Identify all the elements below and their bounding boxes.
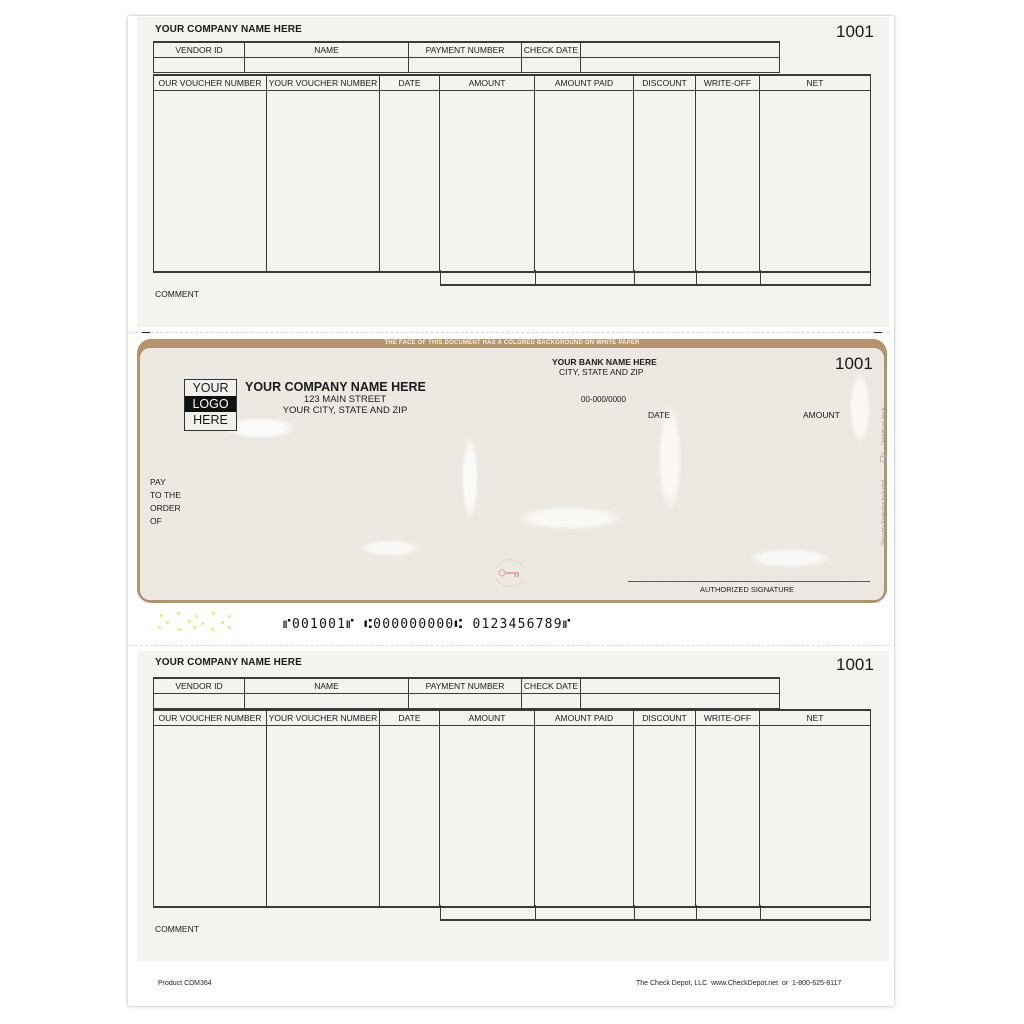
stub-comment-label: COMMENT: [155, 924, 199, 934]
logo-line-2: LOGO: [185, 396, 236, 412]
padlock-icon: [880, 449, 887, 458]
amount-label: AMOUNT: [803, 410, 840, 420]
bank-city: CITY, STATE AND ZIP: [559, 367, 644, 377]
total-write-off[interactable]: [697, 905, 761, 920]
cell-our-voucher-number[interactable]: [154, 726, 267, 908]
total-amount[interactable]: [441, 270, 536, 285]
details-on-back-note: Details on back.: [881, 405, 887, 445]
pay-line-4: OF: [150, 516, 162, 526]
col-write-off: WRITE-OFF: [696, 75, 760, 91]
col-write-off: WRITE-OFF: [696, 710, 760, 726]
address-line-2: YOUR CITY, STATE AND ZIP: [282, 405, 408, 416]
blank-field: [581, 58, 780, 73]
perforation-tick: [142, 332, 150, 333]
col-amount-paid: AMOUNT PAID: [535, 710, 634, 726]
stub-header-table: [153, 41, 780, 73]
cell-amount[interactable]: [440, 91, 535, 273]
total-discount[interactable]: [635, 905, 697, 920]
top-voucher-stub: [137, 17, 889, 327]
cell-our-voucher-number[interactable]: [154, 91, 267, 273]
col-net: NET: [760, 710, 871, 726]
header-payment-number: PAYMENT NUMBER: [409, 678, 522, 694]
stub-company-name: YOUR COMPANY NAME HERE: [155, 24, 302, 35]
date-label: DATE: [648, 410, 671, 420]
vendor-id-field[interactable]: [154, 58, 245, 73]
cell-date[interactable]: [380, 91, 440, 273]
bottom-voucher-stub: [137, 651, 889, 961]
micr-line: ⑈001001⑈ ⑆000000000⑆ 0123456789⑈: [283, 617, 572, 632]
payment-number-field[interactable]: [409, 694, 522, 709]
pay-to-the-order-of: [150, 476, 181, 528]
total-amount[interactable]: [441, 905, 536, 920]
total-amount-paid[interactable]: [536, 270, 635, 285]
cell-discount[interactable]: [634, 91, 696, 273]
logo-placeholder: [184, 379, 237, 431]
stub-totals-row: [440, 270, 871, 286]
check-banner: THE FACE OF THIS DOCUMENT HAS A COLORED BACKGROUND ON WHITE PAPER: [384, 340, 640, 346]
cell-your-voucher-number[interactable]: [267, 91, 380, 273]
stub-voucher-table: [153, 709, 871, 908]
product-code: Product CDM364: [158, 980, 212, 987]
cell-date[interactable]: [380, 726, 440, 908]
stub-comment-label: COMMENT: [155, 289, 199, 299]
col-date: DATE: [380, 75, 440, 91]
pay-line-1: PAY: [150, 477, 166, 487]
cell-amount-paid[interactable]: [535, 726, 634, 908]
col-your-voucher-number: YOUR VOUCHER NUMBER: [267, 710, 380, 726]
pay-line-3: ORDER: [150, 503, 181, 513]
check-number: 1001: [835, 354, 873, 373]
header-name: NAME: [245, 42, 409, 58]
col-discount: DISCOUNT: [634, 75, 696, 91]
fraction-code: 00-000/0000: [581, 395, 626, 404]
header-vendor-id: VENDOR ID: [154, 42, 245, 58]
cell-write-off[interactable]: [696, 91, 760, 273]
stub-check-number: 1001: [836, 22, 874, 41]
pay-line-2: TO THE: [150, 490, 181, 500]
header-blank: [581, 42, 780, 58]
cell-amount[interactable]: [440, 726, 535, 908]
check-date-field[interactable]: [522, 58, 581, 73]
heat-seal-icon: [490, 554, 530, 592]
stub-company-name: YOUR COMPANY NAME HERE: [155, 657, 302, 668]
total-amount-paid[interactable]: [536, 905, 635, 920]
vendor-id-field[interactable]: [154, 694, 245, 709]
col-date: DATE: [380, 710, 440, 726]
col-amount: AMOUNT: [440, 75, 535, 91]
check-date-field[interactable]: [522, 694, 581, 709]
col-your-voucher-number: YOUR VOUCHER NUMBER: [267, 75, 380, 91]
logo-line-3: HERE: [193, 413, 228, 427]
header-check-date: CHECK DATE: [522, 678, 581, 694]
check-company-address: [245, 394, 445, 416]
total-net[interactable]: [761, 270, 871, 285]
col-discount: DISCOUNT: [634, 710, 696, 726]
check-face-marble-background: [140, 348, 884, 600]
total-discount[interactable]: [635, 270, 697, 285]
stub-check-number: 1001: [836, 655, 874, 674]
perforation-line: [130, 645, 890, 646]
name-field[interactable]: [245, 694, 409, 709]
total-write-off[interactable]: [697, 270, 761, 285]
header-check-date: CHECK DATE: [522, 42, 581, 58]
cell-amount-paid[interactable]: [535, 91, 634, 273]
blank-field: [581, 694, 780, 709]
header-blank: [581, 678, 780, 694]
perforation-tick: [874, 332, 882, 333]
col-amount-paid: AMOUNT PAID: [535, 75, 634, 91]
security-features-note: Security Features Included: [881, 479, 887, 545]
check-body: [137, 339, 887, 603]
stub-totals-row: [440, 905, 871, 921]
logo-line-1: YOUR: [192, 381, 229, 395]
stub-header-table: [153, 677, 780, 709]
name-field[interactable]: [245, 58, 409, 73]
signature-line[interactable]: [628, 581, 870, 582]
header-name: NAME: [245, 678, 409, 694]
check-company-name: YOUR COMPANY NAME HERE: [245, 380, 426, 394]
col-our-voucher-number: OUR VOUCHER NUMBER: [154, 710, 267, 726]
address-line-1: 123 MAIN STREET: [303, 394, 387, 405]
cell-write-off[interactable]: [696, 726, 760, 908]
signature-label: AUTHORIZED SIGNATURE: [700, 585, 795, 594]
col-our-voucher-number: OUR VOUCHER NUMBER: [154, 75, 267, 91]
cell-your-voucher-number[interactable]: [267, 726, 380, 908]
vendor-info: The Check Depot, LLC www.CheckDepot.net or 1-800-625-8117: [636, 980, 842, 987]
cell-net[interactable]: [760, 726, 871, 908]
stub-voucher-table: [153, 74, 871, 273]
cell-discount[interactable]: [634, 726, 696, 908]
perforation-line: [130, 332, 890, 333]
payment-number-field[interactable]: [409, 58, 522, 73]
total-net[interactable]: [761, 905, 871, 920]
col-amount: AMOUNT: [440, 710, 535, 726]
header-vendor-id: VENDOR ID: [154, 678, 245, 694]
cell-net[interactable]: [760, 91, 871, 273]
bank-name: YOUR BANK NAME HERE: [552, 357, 657, 367]
header-payment-number: PAYMENT NUMBER: [409, 42, 522, 58]
col-net: NET: [760, 75, 871, 91]
